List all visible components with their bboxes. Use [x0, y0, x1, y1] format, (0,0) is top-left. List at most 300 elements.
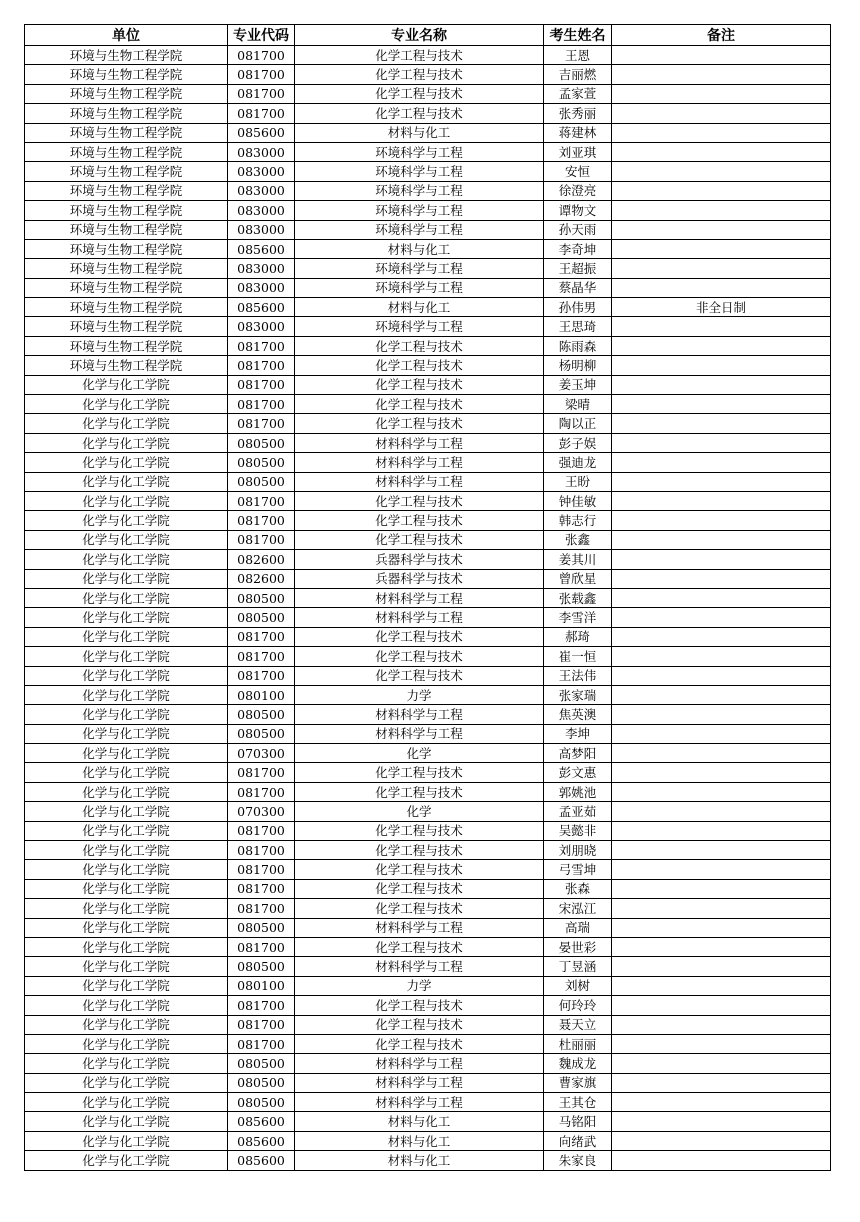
- cell-student-name: 姜其川: [544, 550, 612, 569]
- cell-student-name: 宋泓江: [544, 899, 612, 918]
- cell-student-name: 焦英澳: [544, 705, 612, 724]
- cell-student-name: 曹家旗: [544, 1073, 612, 1092]
- cell-major-code: 081700: [228, 530, 295, 549]
- cell-student-name: 刘树: [544, 976, 612, 995]
- cell-remarks: [612, 162, 831, 181]
- cell-unit: 化学与化工学院: [25, 395, 228, 414]
- table-row: [25, 782, 831, 801]
- cell-remarks: [612, 666, 831, 685]
- cell-major-code: 080100: [228, 976, 295, 995]
- cell-major-code: 083000: [228, 142, 295, 161]
- cell-major-code: 085600: [228, 1151, 295, 1170]
- cell-remarks: [612, 1073, 831, 1092]
- cell-remarks: [612, 336, 831, 355]
- cell-unit: 环境与生物工程学院: [25, 201, 228, 220]
- cell-major-code: 081700: [228, 104, 295, 123]
- cell-remarks: [612, 782, 831, 801]
- table-row: [25, 937, 831, 956]
- cell-major-name: 化学工程与技术: [295, 375, 544, 394]
- cell-unit: 化学与化工学院: [25, 957, 228, 976]
- cell-major-code: 081700: [228, 647, 295, 666]
- cell-unit: 化学与化工学院: [25, 918, 228, 937]
- table-row: [25, 550, 831, 569]
- cell-student-name: 马铭阳: [544, 1112, 612, 1131]
- table-row: [25, 220, 831, 239]
- cell-major-name: 化学工程与技术: [295, 937, 544, 956]
- cell-unit: 环境与生物工程学院: [25, 220, 228, 239]
- cell-major-name: 化学工程与技术: [295, 821, 544, 840]
- table-row: [25, 1131, 831, 1150]
- cell-remarks: [612, 724, 831, 743]
- cell-major-code: 085600: [228, 298, 295, 317]
- cell-student-name: 高梦阳: [544, 744, 612, 763]
- cell-unit: 化学与化工学院: [25, 937, 228, 956]
- table-row: [25, 860, 831, 879]
- cell-student-name: 杜丽丽: [544, 1034, 612, 1053]
- cell-remarks: [612, 104, 831, 123]
- cell-major-name: 材料与化工: [295, 1151, 544, 1170]
- cell-unit: 化学与化工学院: [25, 472, 228, 491]
- table-row: [25, 162, 831, 181]
- cell-major-name: 材料与化工: [295, 1112, 544, 1131]
- cell-student-name: 王盼: [544, 472, 612, 491]
- cell-remarks: [612, 841, 831, 860]
- cell-student-name: 郝琦: [544, 627, 612, 646]
- table-row: [25, 414, 831, 433]
- cell-major-code: 081700: [228, 996, 295, 1015]
- cell-major-code: 080500: [228, 453, 295, 472]
- cell-remarks: [612, 278, 831, 297]
- table-row: [25, 491, 831, 510]
- cell-remarks: [612, 705, 831, 724]
- cell-remarks: [612, 220, 831, 239]
- cell-major-code: 081700: [228, 65, 295, 84]
- cell-student-name: 孙伟男: [544, 298, 612, 317]
- cell-student-name: 曾欣星: [544, 569, 612, 588]
- cell-major-name: 环境科学与工程: [295, 162, 544, 181]
- table-row: [25, 957, 831, 976]
- cell-remarks: [612, 918, 831, 937]
- cell-major-code: 081700: [228, 84, 295, 103]
- cell-student-name: 韩志行: [544, 511, 612, 530]
- cell-major-code: 080500: [228, 918, 295, 937]
- cell-student-name: 孙天雨: [544, 220, 612, 239]
- cell-remarks: [612, 957, 831, 976]
- cell-remarks: [612, 1093, 831, 1112]
- cell-unit: 化学与化工学院: [25, 821, 228, 840]
- cell-student-name: 钟佳敏: [544, 491, 612, 510]
- cell-student-name: 何玲玲: [544, 996, 612, 1015]
- table-row: [25, 1015, 831, 1034]
- table-row: [25, 724, 831, 743]
- cell-major-code: 085600: [228, 1131, 295, 1150]
- cell-remarks: [612, 976, 831, 995]
- cell-major-name: 化学工程与技术: [295, 491, 544, 510]
- cell-major-code: 083000: [228, 317, 295, 336]
- cell-student-name: 梁晴: [544, 395, 612, 414]
- cell-student-name: 陈雨森: [544, 336, 612, 355]
- cell-major-name: 化学工程与技术: [295, 841, 544, 860]
- table-header-row: [25, 25, 831, 46]
- cell-major-code: 081700: [228, 356, 295, 375]
- table-row: [25, 879, 831, 898]
- table-row: [25, 395, 831, 414]
- cell-major-name: 环境科学与工程: [295, 181, 544, 200]
- cell-major-name: 化学工程与技术: [295, 414, 544, 433]
- table-row: [25, 569, 831, 588]
- cell-remarks: [612, 1151, 831, 1170]
- cell-major-name: 材料科学与工程: [295, 1073, 544, 1092]
- cell-major-name: 力学: [295, 685, 544, 704]
- cell-remarks: [612, 84, 831, 103]
- cell-major-name: 材料与化工: [295, 239, 544, 258]
- cell-remarks: [612, 1034, 831, 1053]
- cell-major-code: 081700: [228, 879, 295, 898]
- cell-remarks: [612, 472, 831, 491]
- cell-unit: 化学与化工学院: [25, 530, 228, 549]
- cell-major-code: 081700: [228, 821, 295, 840]
- cell-unit: 化学与化工学院: [25, 899, 228, 918]
- cell-major-code: 081700: [228, 46, 295, 65]
- cell-major-code: 082600: [228, 550, 295, 569]
- cell-remarks: [612, 879, 831, 898]
- cell-unit: 环境与生物工程学院: [25, 336, 228, 355]
- cell-major-name: 化学工程与技术: [295, 511, 544, 530]
- cell-unit: 化学与化工学院: [25, 685, 228, 704]
- cell-unit: 化学与化工学院: [25, 550, 228, 569]
- cell-remarks: [612, 414, 831, 433]
- cell-student-name: 李雪洋: [544, 608, 612, 627]
- table-row: [25, 278, 831, 297]
- cell-unit: 化学与化工学院: [25, 608, 228, 627]
- table-row: [25, 46, 831, 65]
- cell-remarks: [612, 937, 831, 956]
- table-row: [25, 705, 831, 724]
- cell-remarks: [612, 356, 831, 375]
- cell-major-name: 化学工程与技术: [295, 1034, 544, 1053]
- cell-unit: 化学与化工学院: [25, 841, 228, 860]
- table-row: [25, 1034, 831, 1053]
- cell-major-name: 化学: [295, 802, 544, 821]
- cell-student-name: 李奇坤: [544, 239, 612, 258]
- table-row: [25, 996, 831, 1015]
- cell-unit: 化学与化工学院: [25, 627, 228, 646]
- cell-major-name: 化学工程与技术: [295, 46, 544, 65]
- cell-student-name: 蔡晶华: [544, 278, 612, 297]
- cell-major-code: 085600: [228, 123, 295, 142]
- cell-student-name: 徐澄亮: [544, 181, 612, 200]
- cell-remarks: [612, 1112, 831, 1131]
- cell-unit: 化学与化工学院: [25, 763, 228, 782]
- cell-major-name: 化学工程与技术: [295, 860, 544, 879]
- cell-major-code: 081700: [228, 414, 295, 433]
- table-row: [25, 453, 831, 472]
- table-row: [25, 1112, 831, 1131]
- admission-list-table: [24, 24, 831, 1171]
- cell-remarks: [612, 395, 831, 414]
- cell-major-name: 环境科学与工程: [295, 201, 544, 220]
- cell-major-code: 083000: [228, 162, 295, 181]
- cell-major-code: 081700: [228, 336, 295, 355]
- cell-unit: 环境与生物工程学院: [25, 46, 228, 65]
- table-row: [25, 123, 831, 142]
- table-row: [25, 511, 831, 530]
- cell-major-name: 材料科学与工程: [295, 705, 544, 724]
- cell-unit: 化学与化工学院: [25, 491, 228, 510]
- cell-major-name: 环境科学与工程: [295, 220, 544, 239]
- cell-student-name: 吉丽燃: [544, 65, 612, 84]
- cell-unit: 环境与生物工程学院: [25, 65, 228, 84]
- table-row: [25, 65, 831, 84]
- cell-remarks: [612, 763, 831, 782]
- table-row: [25, 744, 831, 763]
- cell-major-code: 081700: [228, 899, 295, 918]
- cell-major-code: 083000: [228, 259, 295, 278]
- cell-student-name: 张秀丽: [544, 104, 612, 123]
- cell-remarks: [612, 627, 831, 646]
- cell-major-name: 环境科学与工程: [295, 259, 544, 278]
- cell-major-code: 085600: [228, 239, 295, 258]
- cell-major-code: 081700: [228, 511, 295, 530]
- table-row: [25, 976, 831, 995]
- cell-major-name: 材料科学与工程: [295, 608, 544, 627]
- cell-remarks: [612, 647, 831, 666]
- cell-major-name: 化学工程与技术: [295, 763, 544, 782]
- cell-student-name: 晏世彩: [544, 937, 612, 956]
- cell-student-name: 强迪龙: [544, 453, 612, 472]
- cell-student-name: 谭物文: [544, 201, 612, 220]
- cell-remarks: [612, 821, 831, 840]
- table-row: [25, 356, 831, 375]
- cell-major-code: 080500: [228, 433, 295, 452]
- cell-student-name: 王其仓: [544, 1093, 612, 1112]
- table-row: [25, 84, 831, 103]
- cell-unit: 化学与化工学院: [25, 569, 228, 588]
- cell-student-name: 崔一恒: [544, 647, 612, 666]
- cell-student-name: 王法伟: [544, 666, 612, 685]
- table-row: [25, 317, 831, 336]
- cell-major-code: 081700: [228, 860, 295, 879]
- cell-remarks: [612, 142, 831, 161]
- cell-remarks: [612, 550, 831, 569]
- table-row: [25, 433, 831, 452]
- cell-student-name: 杨明柳: [544, 356, 612, 375]
- cell-unit: 环境与生物工程学院: [25, 239, 228, 258]
- cell-major-name: 化学工程与技术: [295, 879, 544, 898]
- cell-student-name: 孟亚茹: [544, 802, 612, 821]
- cell-major-name: 化学工程与技术: [295, 84, 544, 103]
- cell-unit: 化学与化工学院: [25, 1151, 228, 1170]
- table-row: [25, 239, 831, 258]
- table-row: [25, 1073, 831, 1092]
- cell-major-code: 081700: [228, 395, 295, 414]
- cell-student-name: 刘朋晓: [544, 841, 612, 860]
- cell-unit: 环境与生物工程学院: [25, 356, 228, 375]
- cell-major-code: 080500: [228, 588, 295, 607]
- cell-major-code: 081700: [228, 1015, 295, 1034]
- cell-student-name: 聂天立: [544, 1015, 612, 1034]
- cell-student-name: 陶以正: [544, 414, 612, 433]
- cell-unit: 环境与生物工程学院: [25, 142, 228, 161]
- cell-unit: 化学与化工学院: [25, 744, 228, 763]
- cell-major-name: 化学工程与技术: [295, 627, 544, 646]
- cell-unit: 化学与化工学院: [25, 453, 228, 472]
- cell-major-code: 081700: [228, 763, 295, 782]
- cell-remarks: [612, 46, 831, 65]
- cell-remarks: [612, 588, 831, 607]
- cell-unit: 化学与化工学院: [25, 996, 228, 1015]
- cell-major-name: 化学工程与技术: [295, 899, 544, 918]
- cell-major-code: 081700: [228, 841, 295, 860]
- cell-major-code: 080500: [228, 1054, 295, 1073]
- table-row: [25, 841, 831, 860]
- cell-remarks: [612, 685, 831, 704]
- cell-remarks: [612, 181, 831, 200]
- cell-major-name: 材料科学与工程: [295, 724, 544, 743]
- cell-major-name: 材料与化工: [295, 298, 544, 317]
- header-major-code: 专业代码: [228, 25, 295, 46]
- cell-student-name: 王超振: [544, 259, 612, 278]
- cell-unit: 环境与生物工程学院: [25, 104, 228, 123]
- cell-major-code: 080100: [228, 685, 295, 704]
- cell-remarks: [612, 201, 831, 220]
- table-row: [25, 142, 831, 161]
- table-row: [25, 1054, 831, 1073]
- cell-remarks: [612, 65, 831, 84]
- table-row: [25, 763, 831, 782]
- cell-student-name: 彭文惠: [544, 763, 612, 782]
- cell-remarks: [612, 996, 831, 1015]
- cell-major-name: 化学: [295, 744, 544, 763]
- table-row: [25, 336, 831, 355]
- cell-unit: 化学与化工学院: [25, 1131, 228, 1150]
- cell-student-name: 彭子娱: [544, 433, 612, 452]
- cell-student-name: 向绪武: [544, 1131, 612, 1150]
- cell-student-name: 姜玉坤: [544, 375, 612, 394]
- cell-unit: 环境与生物工程学院: [25, 181, 228, 200]
- cell-major-code: 081700: [228, 627, 295, 646]
- cell-major-name: 材料科学与工程: [295, 1093, 544, 1112]
- table-row: [25, 627, 831, 646]
- cell-remarks: [612, 123, 831, 142]
- cell-student-name: 郭姚池: [544, 782, 612, 801]
- cell-remarks: [612, 530, 831, 549]
- cell-remarks: [612, 608, 831, 627]
- cell-student-name: 刘亚琪: [544, 142, 612, 161]
- cell-student-name: 孟家萱: [544, 84, 612, 103]
- table-body: [25, 46, 831, 1171]
- header-student-name: 考生姓名: [544, 25, 612, 46]
- cell-unit: 环境与生物工程学院: [25, 298, 228, 317]
- header-major-name: 专业名称: [295, 25, 544, 46]
- table-row: [25, 259, 831, 278]
- cell-remarks: [612, 1054, 831, 1073]
- cell-major-name: 材料科学与工程: [295, 1054, 544, 1073]
- cell-major-code: 082600: [228, 569, 295, 588]
- cell-unit: 化学与化工学院: [25, 1034, 228, 1053]
- cell-remarks: [612, 860, 831, 879]
- cell-major-name: 化学工程与技术: [295, 356, 544, 375]
- cell-unit: 化学与化工学院: [25, 1015, 228, 1034]
- cell-remarks: [612, 317, 831, 336]
- cell-unit: 化学与化工学院: [25, 1093, 228, 1112]
- cell-student-name: 蒋建林: [544, 123, 612, 142]
- cell-major-name: 化学工程与技术: [295, 395, 544, 414]
- cell-student-name: 朱家良: [544, 1151, 612, 1170]
- cell-major-name: 材料科学与工程: [295, 918, 544, 937]
- table-row: [25, 530, 831, 549]
- cell-major-name: 材料科学与工程: [295, 472, 544, 491]
- header-remarks: 备注: [612, 25, 831, 46]
- cell-major-name: 化学工程与技术: [295, 1015, 544, 1034]
- cell-major-code: 081700: [228, 782, 295, 801]
- cell-major-code: 081700: [228, 1034, 295, 1053]
- cell-major-code: 081700: [228, 375, 295, 394]
- cell-unit: 环境与生物工程学院: [25, 162, 228, 181]
- cell-student-name: 张森: [544, 879, 612, 898]
- table-row: [25, 201, 831, 220]
- cell-major-name: 化学工程与技术: [295, 666, 544, 685]
- cell-remarks: [612, 433, 831, 452]
- table-row: [25, 647, 831, 666]
- table-row: [25, 685, 831, 704]
- cell-major-name: 材料科学与工程: [295, 433, 544, 452]
- table-row: [25, 608, 831, 627]
- cell-student-name: 吴懿非: [544, 821, 612, 840]
- cell-unit: 化学与化工学院: [25, 1073, 228, 1092]
- cell-student-name: 王恩: [544, 46, 612, 65]
- cell-remarks: [612, 239, 831, 258]
- table-row: [25, 802, 831, 821]
- header-unit: 单位: [25, 25, 228, 46]
- cell-unit: 化学与化工学院: [25, 1054, 228, 1073]
- cell-student-name: 王思琦: [544, 317, 612, 336]
- cell-unit: 化学与化工学院: [25, 588, 228, 607]
- cell-major-code: 081700: [228, 491, 295, 510]
- cell-major-code: 070300: [228, 744, 295, 763]
- cell-student-name: 张载鑫: [544, 588, 612, 607]
- cell-major-name: 材料科学与工程: [295, 957, 544, 976]
- cell-unit: 化学与化工学院: [25, 1112, 228, 1131]
- cell-major-code: 083000: [228, 181, 295, 200]
- cell-major-name: 化学工程与技术: [295, 996, 544, 1015]
- cell-major-name: 化学工程与技术: [295, 65, 544, 84]
- cell-major-code: 081700: [228, 666, 295, 685]
- cell-major-code: 083000: [228, 220, 295, 239]
- cell-unit: 化学与化工学院: [25, 414, 228, 433]
- cell-remarks: [612, 453, 831, 472]
- cell-student-name: 安恒: [544, 162, 612, 181]
- cell-unit: 化学与化工学院: [25, 860, 228, 879]
- cell-major-code: 080500: [228, 724, 295, 743]
- cell-major-name: 化学工程与技术: [295, 530, 544, 549]
- cell-major-name: 材料与化工: [295, 123, 544, 142]
- cell-major-name: 环境科学与工程: [295, 317, 544, 336]
- cell-major-code: 083000: [228, 278, 295, 297]
- cell-student-name: 魏成龙: [544, 1054, 612, 1073]
- table-row: [25, 1093, 831, 1112]
- cell-major-name: 化学工程与技术: [295, 336, 544, 355]
- cell-major-name: 兵器科学与技术: [295, 569, 544, 588]
- cell-major-name: 力学: [295, 976, 544, 995]
- cell-unit: 环境与生物工程学院: [25, 317, 228, 336]
- cell-unit: 化学与化工学院: [25, 511, 228, 530]
- cell-remarks: [612, 1015, 831, 1034]
- cell-unit: 化学与化工学院: [25, 976, 228, 995]
- cell-major-code: 080500: [228, 1073, 295, 1092]
- cell-unit: 环境与生物工程学院: [25, 84, 228, 103]
- cell-unit: 化学与化工学院: [25, 433, 228, 452]
